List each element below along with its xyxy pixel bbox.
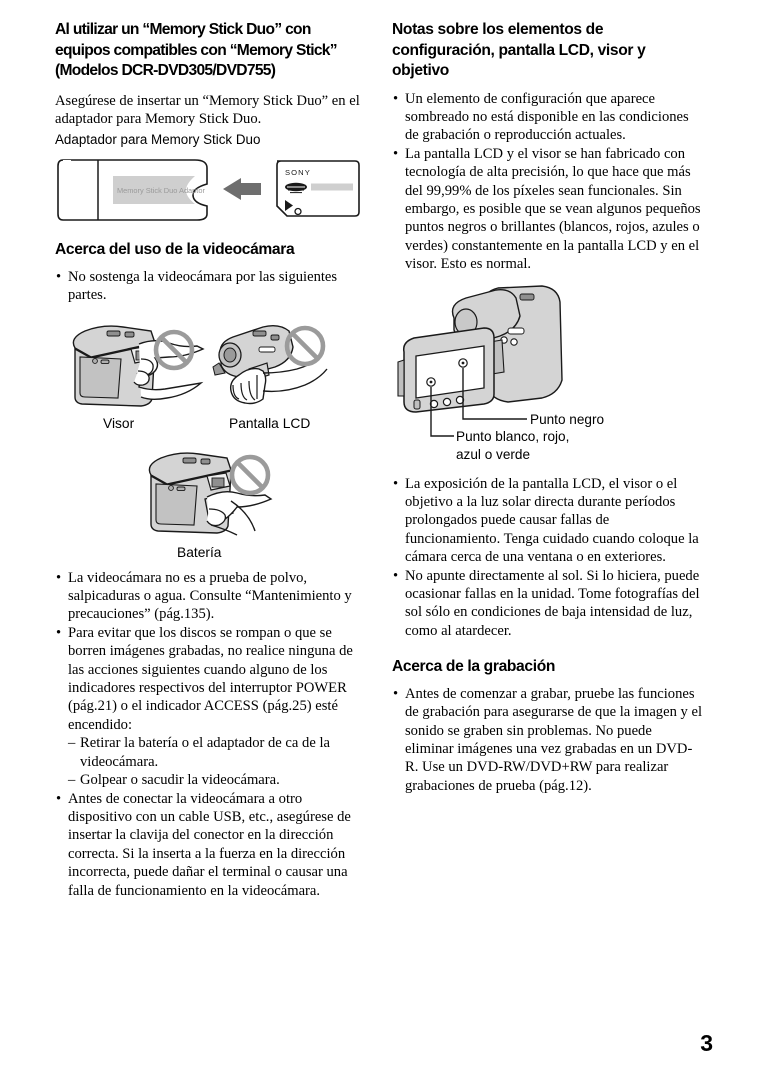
right-heading-recording: Acerca de la grabación [392, 658, 556, 676]
figure-memory-stick-adapter [55, 154, 365, 226]
bullet-text: La videocámara no es a prueba de polvo, salpicaduras o agua. Consulte “Mantenimiento y precauciones” (pág.135). [68, 569, 352, 623]
figure-label-viewfinder-text: Visor [103, 415, 135, 431]
callout-colored-dot-line1: Punto blanco, rojo, [456, 428, 570, 444]
bullet-text: No apunte directamente al sol. Si lo hiciera, puede ocasionar fallas en la unidad. Tome fotografías del sol sólo en condiciones de baja intensidad de luz, como al atardecer. [405, 567, 700, 639]
dash-icon: – [68, 735, 76, 752]
subitem-text: Retirar la batería o el adaptador de ca de la videocámara. [80, 735, 330, 770]
list-item [392, 90, 702, 145]
bullet-icon: • [393, 685, 399, 702]
callout-colored-dot-line2: azul o verde [456, 446, 531, 462]
adapter-label-text: Memory Stick Duo Adaptor [117, 186, 205, 196]
figure-lcd-dots [392, 284, 702, 469]
bullet-icon: • [56, 268, 62, 285]
list-item [55, 569, 365, 624]
left-paragraph-insert-memory-stick: Asegúrese de insertar un “Memory Stick Duo” en el adaptador para Memory Stick Duo. [55, 92, 360, 127]
bullet-text: Antes de comenzar a grabar, pruebe las funciones de grabación para asegurarse de que la imagen y el sonido se graben sin problemas. No puede eliminar imágenes una vez grabadas en un DVD-R. Use un DVD-RW/DVD+RW para realizar grabaciones de prueba (pág.12). [405, 685, 702, 794]
bullet-text: No sostenga la videocámara por las siguientes partes. [68, 268, 338, 304]
right-bullet-list-bottom [392, 475, 702, 641]
page-number: 3 [700, 1030, 713, 1056]
left-bullet-list-handling [55, 268, 365, 305]
bullet-icon: • [56, 790, 62, 807]
bullet-text: La exposición de la pantalla LCD, el visor o el objetivo a la luz solar directa durante períodos prolongados puede causar fallas de funcionamiento. Tenga cuidado cuando coloque la cámara cerca de una ventana o en exteriores. [405, 475, 699, 566]
left-heading-camera-use: Acerca del uso de la videocámara [55, 241, 295, 259]
figure-camera-handling-row [55, 313, 365, 435]
subitem-text: Golpear o sacudir la videocámara. [80, 772, 280, 789]
bullet-text: Un elemento de configuración que aparece sombreado no está disponible en las condiciones de grabación o reproducción actuales. [405, 90, 689, 144]
right-heading-notes: Notas sobre los elementos de configuración, pantalla LCD, visor y objetivo [392, 21, 646, 79]
figure-label-battery-text: Batería [177, 544, 222, 560]
bullet-text: Para evitar que los discos se rompan o que se borren imágenes grabadas, no realice ninguna de las acciones siguientes cuando alguno de los indicadores respectivos del interruptor POWER (pág.21) o el indicador ACCESS (pág.25) esté encendido: [68, 624, 353, 733]
left-heading-memory-stick: Al utilizar un “Memory Stick Duo” con equipos compatibles con “Memory Stick” (Modelos DCR-DVD305/DVD755) [55, 21, 337, 79]
right-bullet-list-recording [392, 685, 702, 795]
figure-caption-adapter: Adaptador para Memory Stick Duo [55, 132, 261, 148]
camera-illustration-lcd [213, 325, 327, 430]
callout-black-dot-text: Punto negro [530, 411, 605, 427]
list-item [392, 685, 702, 795]
dash-icon: – [68, 772, 76, 789]
list-item [68, 734, 365, 771]
list-item [392, 567, 702, 641]
figure-label-lcd-text: Pantalla LCD [229, 415, 311, 431]
list-item [55, 624, 365, 734]
bullet-icon: • [56, 569, 62, 586]
left-bullet-list-usb [55, 790, 365, 900]
bullet-icon: • [56, 624, 62, 641]
camera-illustration-viewfinder [73, 326, 203, 431]
bullet-text: La pantalla LCD y el visor se han fabricado con tecnología de alta precisión, lo que hace que más del 99,99% de los píxeles sean funcionales. Sin embargo, es posible que se vean algunos pequeños puntos negros o brillantes (blancos, rojos, azules o verdes) constantemente en la pantalla LCD y en el visor. Esto es normal. [405, 145, 701, 273]
left-subitem-list [68, 734, 365, 789]
figure-camera-battery [55, 439, 365, 565]
list-item [392, 145, 702, 274]
bullet-icon: • [393, 90, 399, 107]
list-item [55, 790, 365, 900]
list-item [392, 475, 702, 567]
right-bullet-list-top [392, 90, 702, 274]
bullet-icon: • [393, 145, 399, 162]
bullet-icon: • [393, 475, 399, 492]
card-brand-text: SONY [285, 168, 311, 178]
bullet-text: Antes de conectar la videocámara a otro dispositivo con un cable USB, etc., asegúrese de insertar la clavija del conector en la dirección correcta. Si la inserta a la fuerza en la dirección incorrecta, puede dañar el terminal o causar una falla de funcionamiento en la videocámara. [68, 790, 351, 899]
list-item [55, 268, 365, 305]
right-column [392, 20, 702, 795]
bullet-icon: • [393, 567, 399, 584]
left-column [55, 20, 365, 900]
left-bullet-list-precautions [55, 569, 365, 735]
list-item [68, 771, 365, 789]
